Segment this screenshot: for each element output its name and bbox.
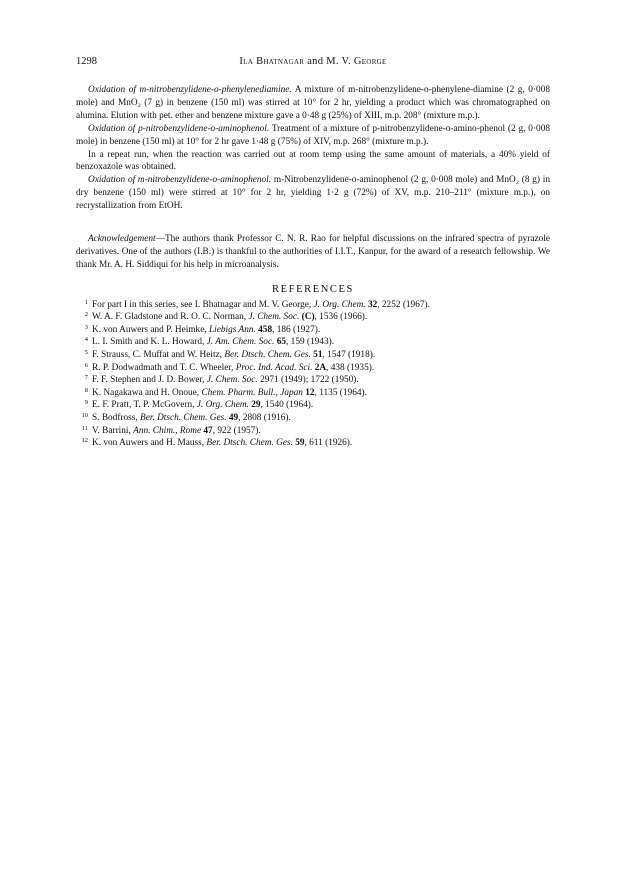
reference-number: 7 xyxy=(84,374,88,382)
reference-journal: J. Chem. Soc. xyxy=(248,312,300,323)
reference-volume: 49 xyxy=(228,413,239,424)
reference-item: 3 K. von Auwers and P. Heimke, Liebigs Ann. 458, 186 (1927). xyxy=(76,324,550,337)
reference-item: 2 W. A. F. Gladstone and R. O. C. Norman, J. Chem. Soc. (C), 1536 (1966). xyxy=(76,311,550,324)
reference-item: 7 F. F. Stephen and J. D. Bower, J. Chem. Soc. 2971 (1949); 1722 (1950). xyxy=(76,374,550,387)
reference-journal: J. Chem. Soc. xyxy=(206,375,258,386)
paragraph-oxidation-p-aminophenol xyxy=(76,123,550,149)
reference-item: 1 For part I in this series, see I. Bhatnagar and M. V. George, J. Org. Chem. 32, 2252 (1967). xyxy=(76,299,550,312)
reference-journal: Ber. Dtsch. Chem. Ges. xyxy=(224,350,311,361)
reference-number: 2 xyxy=(84,311,88,319)
reference-item: 4 L. I. Smith and K. L. Howard, J. Am. Chem. Soc. 65, 159 (1943). xyxy=(76,336,550,349)
reference-item: 9 E. F. Pratt, T. P. McGovern, J. Org. Chem. 29, 1540 (1964). xyxy=(76,399,550,412)
paragraph-text: m-Nitrobenzylidene-o-aminophenol (2 g, 0·008 mole) and MnO₂ (8 g) in dry benzene (150 ml) were stirred at 10° for 2 hr, yielding 1·2 g (72%) of XV, m.p. 210–211° (mixture m.p.), on recrystallization from EtOH. xyxy=(76,175,550,212)
paragraph-text: Treatment of a mixture of p-nitrobenzylidene-o-amino-phenol (2 g, 0·008 mole) in benzene (150 ml) at 10° for 2 hr gave 1·48 g (75%) of XIV, m.p. 268° (mixture m.p.). xyxy=(76,123,550,147)
reference-item: 11 V. Barrini, Ann. Chim., Rome 47, 922 (1957). xyxy=(76,425,550,438)
reference-item: 6 R. P. Dodwadmath and T. C. Wheeler, Proc. Ind. Acad. Sci. 2A, 438 (1935). xyxy=(76,362,550,375)
running-head xyxy=(76,56,550,67)
reference-journal: Proc. Ind. Acad. Sci. xyxy=(235,362,313,373)
paragraph-text: A mixture of m-nitrobenzylidene-o-phenylene-diamine (2 g, 0·008 mole) and MnO₂ (7 g) in benzene (150 ml) was stirred at 10° for 2 hr, yielding a product which was chromatographed on alumina. Elution with pet. ether and benzene mixture gave a 0·48 g (25%) of XIII, m.p. 208° (mixture m.p.). xyxy=(76,85,550,121)
acknowledgement-title: Acknowledgement xyxy=(88,234,156,245)
acknowledgement-text: —The authors thank Professor C. N. R. Rao for helpful discussions on the infrared spectra of pyrazole derivatives. One of the authors (I.B.) is thankful to the authorities of I.I.T., Kanpur, for the award of a research fellowship. We thank Mr. A. H. Siddiqui for his help in microanalysis. xyxy=(76,234,550,270)
reference-volume: 65 xyxy=(276,337,287,348)
reference-number: 10 xyxy=(81,412,88,420)
reference-number: 4 xyxy=(84,336,88,344)
author1-first: Ila xyxy=(239,56,254,67)
reference-number: 6 xyxy=(84,361,88,369)
paragraph-title: Oxidation of m-nitrobenzylidene-o-aminophenol. xyxy=(88,175,272,186)
reference-volume: 32 xyxy=(367,299,378,310)
reference-number: 9 xyxy=(84,399,88,407)
paragraph-repeat-run xyxy=(76,149,550,175)
reference-journal: Ber. Dtsch. Chem. Ges. xyxy=(140,413,227,424)
reference-journal: J. Am. Chem. Soc. xyxy=(206,337,275,348)
reference-volume: 2A xyxy=(314,362,327,373)
paragraph-oxidation-m-phenylenediamine xyxy=(76,84,550,123)
reference-journal: Ann. Chim., Rome xyxy=(133,425,202,436)
reference-number: 5 xyxy=(84,349,88,357)
reference-journal: J. Org. Chem. xyxy=(196,400,249,411)
references-list xyxy=(76,299,550,450)
author2: M. V. George xyxy=(326,56,387,67)
reference-journal: J. Org. Chem. xyxy=(313,299,366,310)
page-header xyxy=(76,56,550,72)
article-body xyxy=(76,84,550,450)
reference-number: 12 xyxy=(81,437,88,445)
reference-volume: 47 xyxy=(203,425,213,436)
reference-volume: 29 xyxy=(251,400,261,411)
paragraph-title: Oxidation of p-nitrobenzylidene-o-aminophenol. xyxy=(88,123,270,134)
reference-volume: 458 xyxy=(258,324,273,335)
page-number: 1298 xyxy=(76,56,97,67)
reference-volume: 59 xyxy=(295,438,305,449)
reference-journal: Liebigs Ann. xyxy=(208,324,256,335)
reference-volume: 51 xyxy=(313,350,323,361)
reference-volume: (C) xyxy=(301,312,315,323)
running-head-and: and xyxy=(307,56,324,67)
reference-number: 3 xyxy=(84,323,88,331)
reference-number: 8 xyxy=(84,386,88,394)
reference-item: 10 S. Bodfross, Ber. Dtsch. Chem. Ges. 49, 2808 (1916). xyxy=(76,412,550,425)
reference-journal: Ber. Dtsch. Chem. Ges. xyxy=(206,438,293,449)
reference-item: 5 F. Strauss, C. Muffat and W. Heitz, Ber. Dtsch. Chem. Ges. 51, 1547 (1918). xyxy=(76,349,550,362)
reference-volume: 12 xyxy=(305,387,315,398)
reference-item: 12 K. von Auwers and H. Mauss, Ber. Dtsch. Chem. Ges. 59, 611 (1926). xyxy=(76,437,550,450)
references-heading: REFERENCES xyxy=(272,283,354,295)
reference-number: 11 xyxy=(81,424,88,432)
reference-number: 1 xyxy=(84,298,88,306)
paragraph-oxidation-m-aminophenol xyxy=(76,174,550,213)
author1-last: Bhatnagar xyxy=(256,56,305,67)
reference-item: 8 K. Nagakawa and H. Onoue, Chem. Pharm. Bull., Japan 12, 1135 (1964). xyxy=(76,387,550,400)
reference-journal: Chem. Pharm. Bull., Japan xyxy=(201,387,303,398)
paragraph-title: Oxidation of m-nitrobenzylidene-o-phenylenediamine. xyxy=(88,85,292,95)
acknowledgement xyxy=(76,233,550,272)
paragraph-text: In a repeat run, when the reaction was carried out at room temp using the same amount of materials, a 40% yield of benzoxazole was obtained. xyxy=(76,149,550,173)
